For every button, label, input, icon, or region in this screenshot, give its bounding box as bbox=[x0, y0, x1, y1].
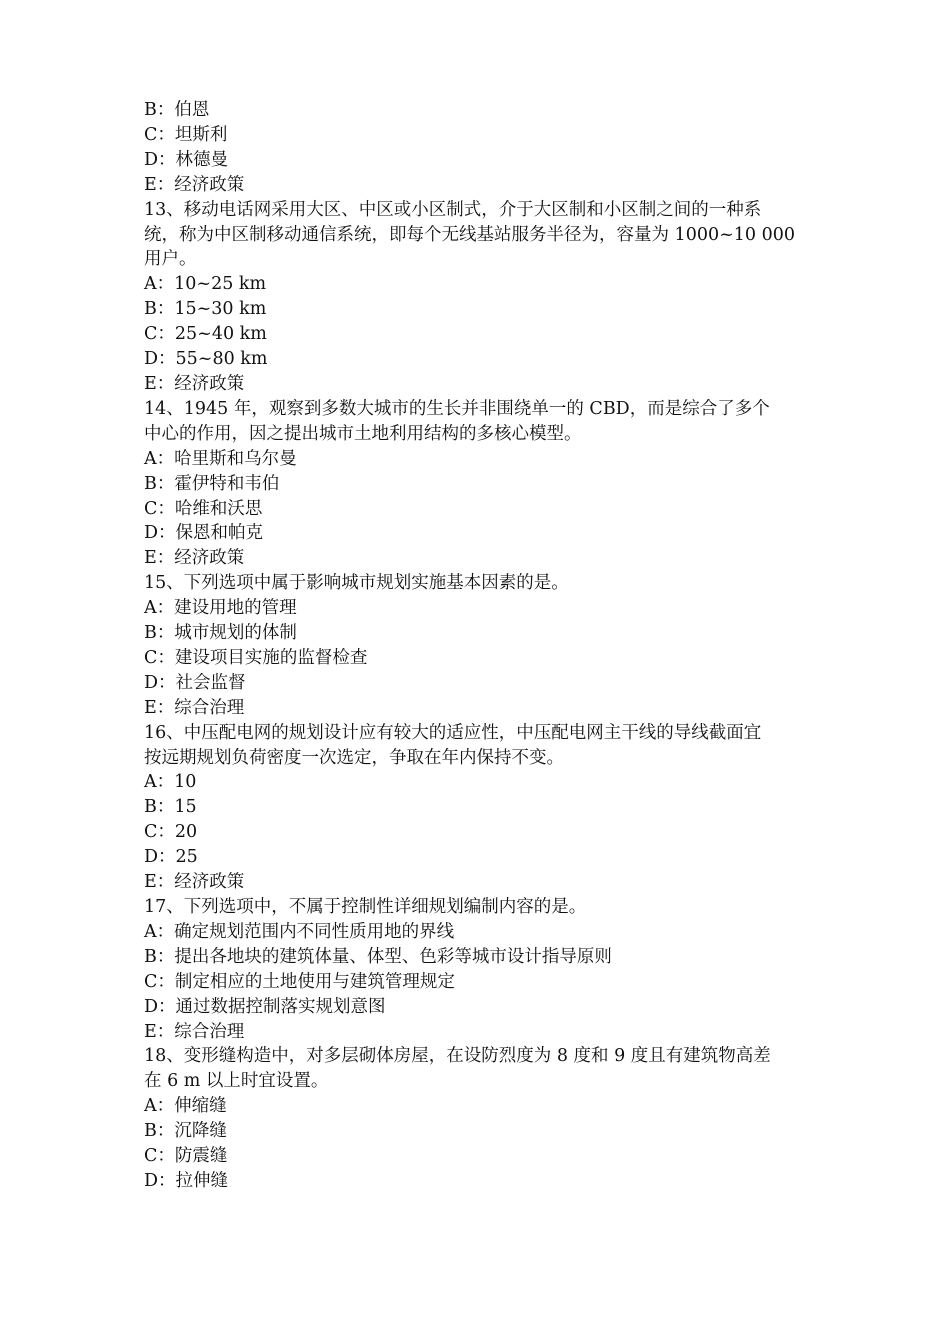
question-16 bbox=[144, 721, 816, 895]
question-text: 用户。 bbox=[144, 249, 197, 270]
option-a: A：10 bbox=[144, 772, 197, 793]
question-13 bbox=[144, 198, 816, 397]
option-b: B：15~30 km bbox=[144, 299, 267, 320]
option-e: E：经济政策 bbox=[144, 872, 245, 893]
option-d: D：拉伸缝 bbox=[144, 1170, 229, 1191]
option-d: D：林德曼 bbox=[144, 149, 229, 170]
option-c: C：20 bbox=[144, 822, 198, 843]
question-18 bbox=[144, 1044, 816, 1193]
option-d: D：保恩和帕克 bbox=[144, 523, 264, 544]
option-d: D：社会监督 bbox=[144, 672, 246, 693]
option-c: C：坦斯利 bbox=[144, 124, 228, 145]
question-text: 13、移动电话网采用大区、中区或小区制式，介于大区制和小区制之间的一种系 bbox=[144, 199, 762, 220]
option-c: C：哈维和沃思 bbox=[144, 498, 263, 519]
option-e: E：经济政策 bbox=[144, 174, 245, 195]
option-b: B：伯恩 bbox=[144, 100, 210, 120]
question-text: 14、1945 年，观察到多数大城市的生长并非围绕单一的 CBD，而是综合了多个 bbox=[144, 398, 770, 419]
question-text: 18、变形缝构造中，对多层砌体房屋，在设防烈度为 8 度和 9 度且有建筑物高差 bbox=[144, 1046, 771, 1067]
document-page bbox=[144, 98, 816, 1194]
option-c: C：防震缝 bbox=[144, 1146, 228, 1167]
question-text: 17、下列选项中，不属于控制性详细规划编制内容的是。 bbox=[144, 897, 587, 917]
option-b: B：沉降缝 bbox=[144, 1121, 227, 1142]
question-14 bbox=[144, 397, 816, 571]
previous-question-options bbox=[144, 98, 816, 198]
option-c: C：建设项目实施的监督检查 bbox=[144, 647, 368, 668]
question-text: 中心的作用，因之提出城市土地利用结构的多核心模型。 bbox=[144, 423, 582, 444]
option-a: A：10~25 km bbox=[144, 274, 267, 295]
option-a: A：伸缩缝 bbox=[144, 1096, 227, 1117]
option-b: B：15 bbox=[144, 797, 197, 818]
option-d: D：通过数据控制落实规划意图 bbox=[144, 996, 386, 1017]
option-e: E：经济政策 bbox=[144, 548, 245, 569]
question-text: 16、中压配电网的规划设计应有较大的适应性，中压配电网主干线的导线截面宜 bbox=[144, 722, 762, 743]
question-15 bbox=[144, 571, 816, 720]
question-text: 按远期规划负荷密度一次选定，争取在年内保持不变。 bbox=[144, 747, 564, 768]
option-e: E：综合治理 bbox=[144, 697, 245, 718]
question-text: 统，称为中区制移动通信系统，即每个无线基站服务半径为，容量为 1000~10 000 bbox=[144, 224, 795, 245]
option-b: B：提出各地块的建筑体量、体型、色彩等城市设计指导原则 bbox=[144, 946, 612, 967]
option-d: D：55~80 km bbox=[144, 349, 268, 370]
option-c: C：25~40 km bbox=[144, 324, 267, 345]
option-a: A：建设用地的管理 bbox=[144, 598, 297, 619]
option-e: E：综合治理 bbox=[144, 1021, 245, 1042]
option-b: B：城市规划的体制 bbox=[144, 623, 297, 644]
option-d: D：25 bbox=[144, 847, 198, 868]
question-text: 15、下列选项中属于影响城市规划实施基本因素的是。 bbox=[144, 573, 569, 594]
question-17 bbox=[144, 895, 816, 1044]
option-c: C：制定相应的土地使用与建筑管理规定 bbox=[144, 971, 455, 992]
option-e: E：经济政策 bbox=[144, 373, 245, 394]
option-b: B：霍伊特和韦伯 bbox=[144, 473, 280, 494]
option-a: A：确定规划范围内不同性质用地的界线 bbox=[144, 921, 455, 942]
option-a: A：哈里斯和乌尔曼 bbox=[144, 448, 297, 469]
question-text: 在 6 m 以上时宜设置。 bbox=[144, 1071, 329, 1092]
